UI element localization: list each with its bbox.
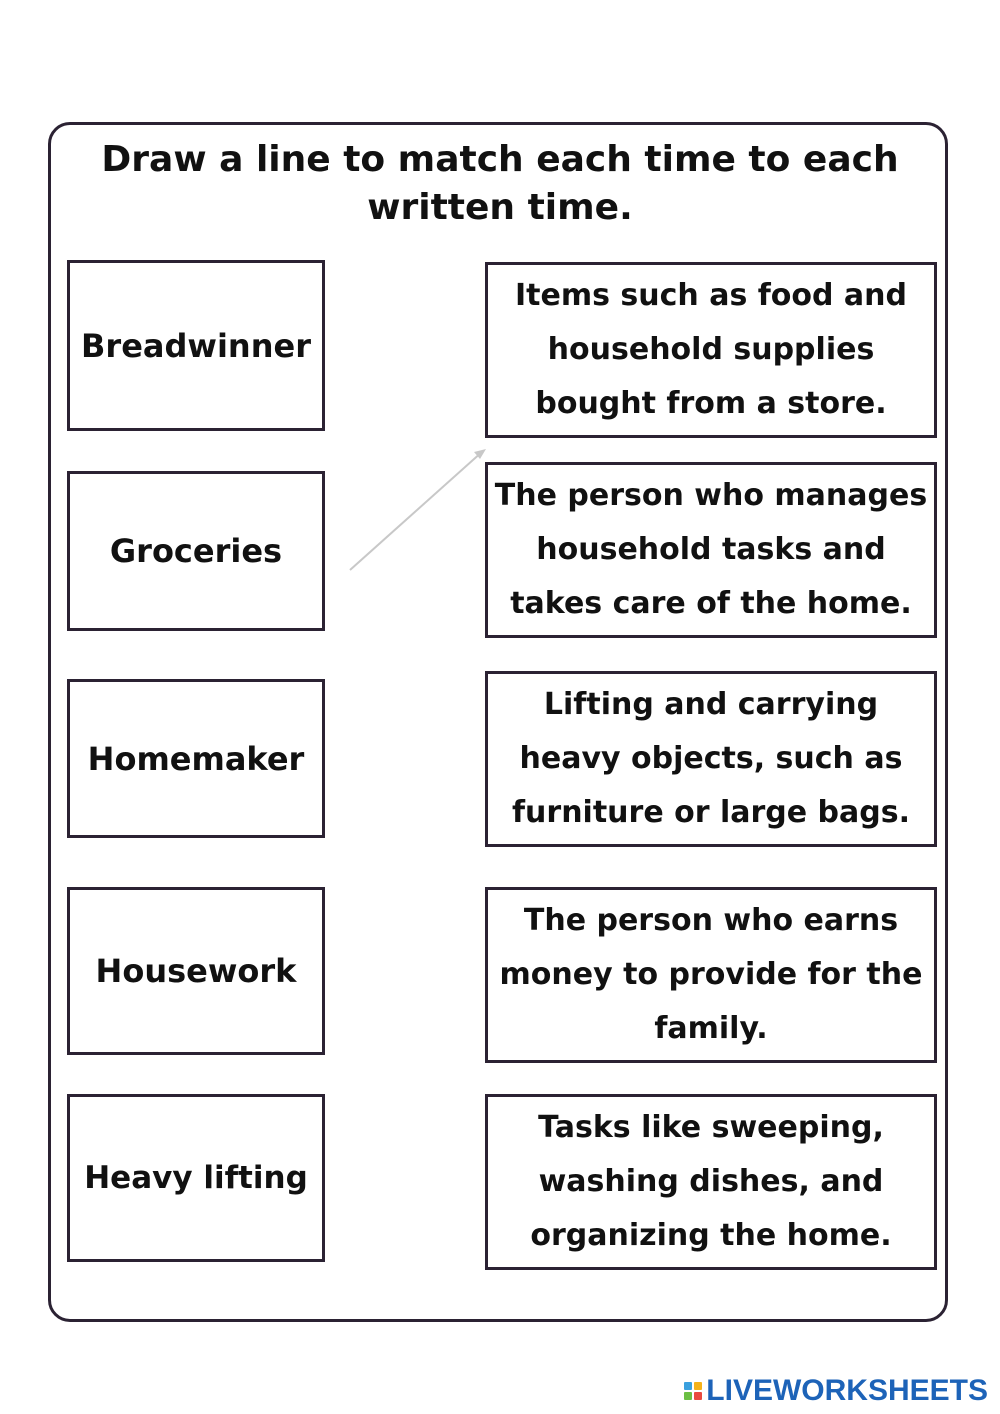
definition-box-3[interactable] <box>485 671 937 847</box>
definition-box-2[interactable] <box>485 462 937 638</box>
liveworksheets-logo-icon <box>684 1382 702 1400</box>
term-box-groceries[interactable] <box>67 471 325 631</box>
definition-text: Tasks like sweeping, washing dishes, and organizing the home. <box>530 1110 892 1253</box>
definition-text: The person who earns money to provide for the family. <box>499 903 923 1046</box>
definition-box-1[interactable] <box>485 262 937 438</box>
liveworksheets-brand <box>684 1374 988 1408</box>
term-label: Breadwinner <box>81 326 311 365</box>
term-label: Homemaker <box>87 739 305 778</box>
term-box-homemaker[interactable] <box>67 679 325 838</box>
term-label: Groceries <box>109 532 283 570</box>
brand-name: LIVEWORKSHEETS <box>706 1374 988 1407</box>
term-box-housework[interactable] <box>67 887 325 1055</box>
definition-text: Lifting and carrying heavy objects, such as furniture or large bags. <box>511 687 910 830</box>
definition-box-4[interactable] <box>485 887 937 1063</box>
definition-box-5[interactable] <box>485 1094 937 1270</box>
definition-text: Items such as food and household supplies bought from a store. <box>514 278 908 421</box>
definition-text: The person who manages household tasks and takes care of the home. <box>494 478 928 621</box>
term-box-heavy-lifting[interactable] <box>67 1094 325 1262</box>
instruction-heading: Draw a line to match each time to each written time. <box>101 139 899 228</box>
term-label: Housework <box>95 952 297 990</box>
term-box-breadwinner[interactable] <box>67 260 325 431</box>
term-label: Heavy lifting <box>84 1160 308 1196</box>
